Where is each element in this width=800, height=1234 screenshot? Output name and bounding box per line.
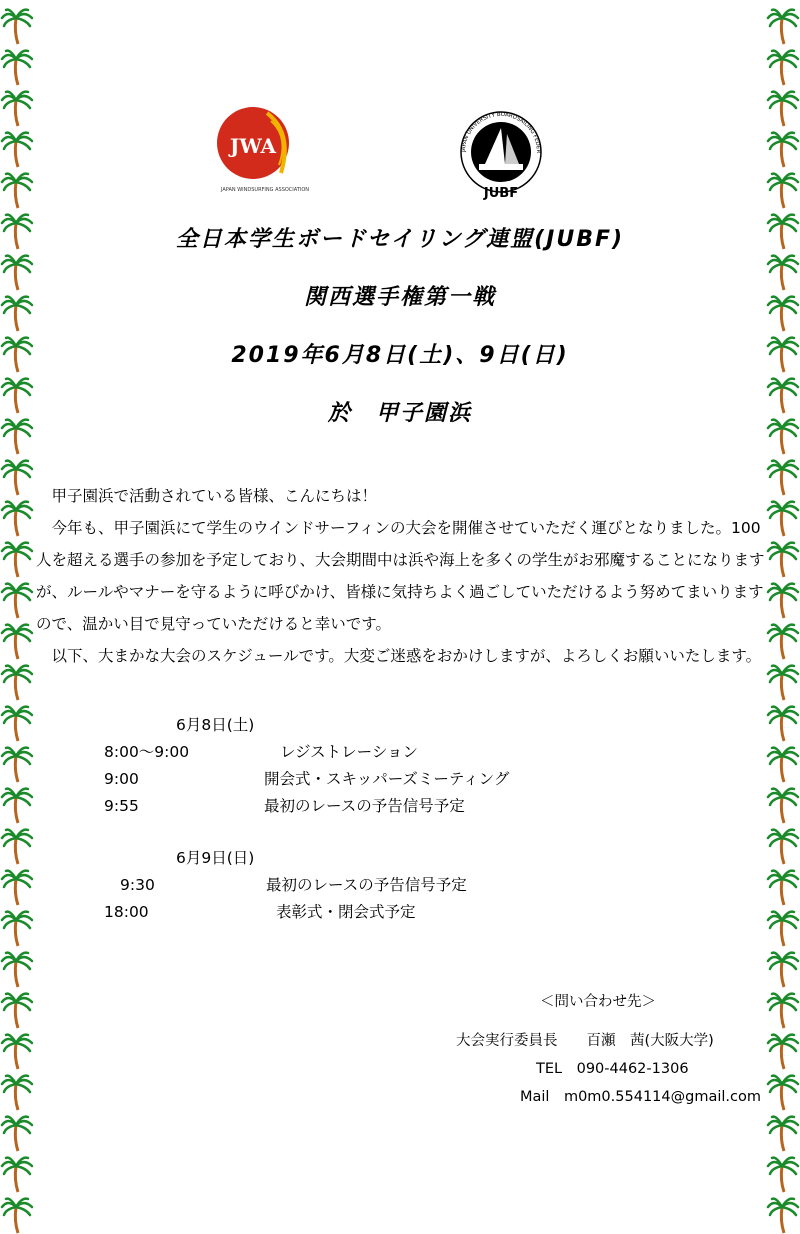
greeting-body <box>36 480 777 672</box>
contact-tel: TEL 090-4462-1306 <box>536 1061 689 1077</box>
contact-mail[interactable]: Mail m0m0.554114@gmail.com <box>520 1089 761 1105</box>
palm-tree-icon <box>2 1076 32 1110</box>
palm-tree-icon <box>2 789 32 823</box>
palm-tree-icon <box>768 625 798 659</box>
schedule-time: 9:55 <box>104 797 139 815</box>
schedule-event: レジストレーション <box>280 743 419 761</box>
palm-tree-icon <box>2 994 32 1028</box>
palm-tree-icon <box>2 461 32 495</box>
palm-tree-border-left <box>0 0 34 1234</box>
schedule-event: 表彰式・閉会式予定 <box>276 903 416 921</box>
palm-tree-icon <box>2 912 32 946</box>
palm-tree-icon <box>2 1035 32 1069</box>
contact-person: 大会実行委員長 百瀬 茜(大阪大学) <box>456 1033 714 1049</box>
announcement-paragraph: 今年も、甲子園浜にて学生のウインドサーフィンの大会を開催させていただく運びとなりました。100 人を超える選手の参加を予定しており、大会期間中は浜や海上を多くの学生がお邪魔することになりますが、ルールやマナーを守るように呼びかけ、皆様に気持ちよく過ごしていただけるよう努めてまいりますので、温かい目で見守っていただけると幸いです。 <box>36 519 777 633</box>
palm-tree-icon <box>768 174 798 208</box>
schedule-row <box>100 872 660 899</box>
palm-tree-icon <box>768 461 798 495</box>
palm-tree-icon <box>2 133 32 167</box>
palm-tree-icon <box>768 748 798 782</box>
palm-tree-icon <box>768 789 798 823</box>
schedule-intro-paragraph: 以下、大まかな大会のスケジュールです。大変ご迷惑をおかけしますが、よろしくお願いいたします。 <box>51 647 762 665</box>
schedule-day2-date: 6月9日(日) <box>176 849 255 867</box>
schedule-time: 9:00 <box>104 770 139 788</box>
palm-tree-icon <box>768 830 798 864</box>
palm-tree-icon <box>2 625 32 659</box>
palm-tree-icon <box>2 871 32 905</box>
palm-tree-icon <box>768 1117 798 1151</box>
schedule-event: 開会式・スキッパーズミーティング <box>264 770 510 788</box>
palm-tree-icon <box>2 92 32 126</box>
palm-tree-icon <box>768 51 798 85</box>
event-venue: 於 甲子園浜 <box>327 401 472 426</box>
palm-tree-icon <box>768 1158 798 1192</box>
contact-heading: ＜問い合わせ先＞ <box>540 994 656 1010</box>
palm-tree-icon <box>768 543 798 577</box>
jubf-logo-text: JUBF <box>483 186 519 200</box>
schedule-time: 18:00 <box>104 903 149 921</box>
schedule-event: 最初のレースの予告信号予定 <box>264 797 465 815</box>
schedule-row <box>100 739 660 766</box>
palm-tree-icon <box>768 1076 798 1110</box>
palm-tree-icon <box>768 1035 798 1069</box>
palm-tree-icon <box>768 707 798 741</box>
palm-tree-icon <box>2 51 32 85</box>
palm-tree-icon <box>768 953 798 987</box>
schedule-time: 9:30 <box>120 876 155 894</box>
palm-tree-icon <box>2 707 32 741</box>
palm-tree-icon <box>2 502 32 536</box>
greeting-paragraph: 甲子園浜で活動されている皆様、こんにちは！ <box>51 487 378 505</box>
palm-tree-icon <box>2 830 32 864</box>
schedule-day1-date: 6月8日(土) <box>176 716 255 734</box>
championship-title: 関西選手権第一戦 <box>303 285 496 310</box>
palm-tree-icon <box>2 174 32 208</box>
palm-tree-icon <box>768 133 798 167</box>
palm-tree-icon <box>2 584 32 618</box>
palm-tree-icon <box>768 1199 798 1233</box>
palm-tree-icon <box>2 1199 32 1233</box>
palm-tree-icon <box>2 666 32 700</box>
palm-tree-icon <box>768 912 798 946</box>
palm-tree-icon <box>2 1158 32 1192</box>
jubf-logo <box>445 100 557 200</box>
jubf-ring-text: JAPAN UNIVERSITY BOARDSAILING FEDER <box>460 111 542 154</box>
schedule-row <box>100 899 660 926</box>
federation-title: 全日本学生ボードセイリング連盟(JUBF) <box>175 227 625 252</box>
palm-tree-icon <box>768 871 798 905</box>
schedule-day1 <box>100 712 660 820</box>
palm-tree-icon <box>768 666 798 700</box>
palm-tree-icon <box>2 748 32 782</box>
jwa-logo-text: JWA <box>229 134 277 158</box>
schedule-row <box>100 793 660 820</box>
palm-tree-icon <box>2 1117 32 1151</box>
event-title-block <box>0 222 800 454</box>
schedule-event: 最初のレースの予告信号予定 <box>266 876 467 894</box>
schedule-time: 8:00～9:00 <box>104 743 190 761</box>
jwa-logo-subtitle: JAPAN WINDSURFING ASSOCIATION <box>220 187 310 193</box>
palm-tree-icon <box>2 953 32 987</box>
jwa-logo <box>215 103 315 195</box>
event-dates: 2019年6月8日(土)、9日(日) <box>231 343 569 368</box>
palm-tree-icon <box>2 10 32 44</box>
palm-tree-icon <box>2 543 32 577</box>
palm-tree-icon <box>768 92 798 126</box>
schedule-row <box>100 766 660 793</box>
schedule-day2 <box>100 845 660 926</box>
palm-tree-icon <box>768 994 798 1028</box>
palm-tree-icon <box>768 584 798 618</box>
palm-tree-icon <box>768 10 798 44</box>
